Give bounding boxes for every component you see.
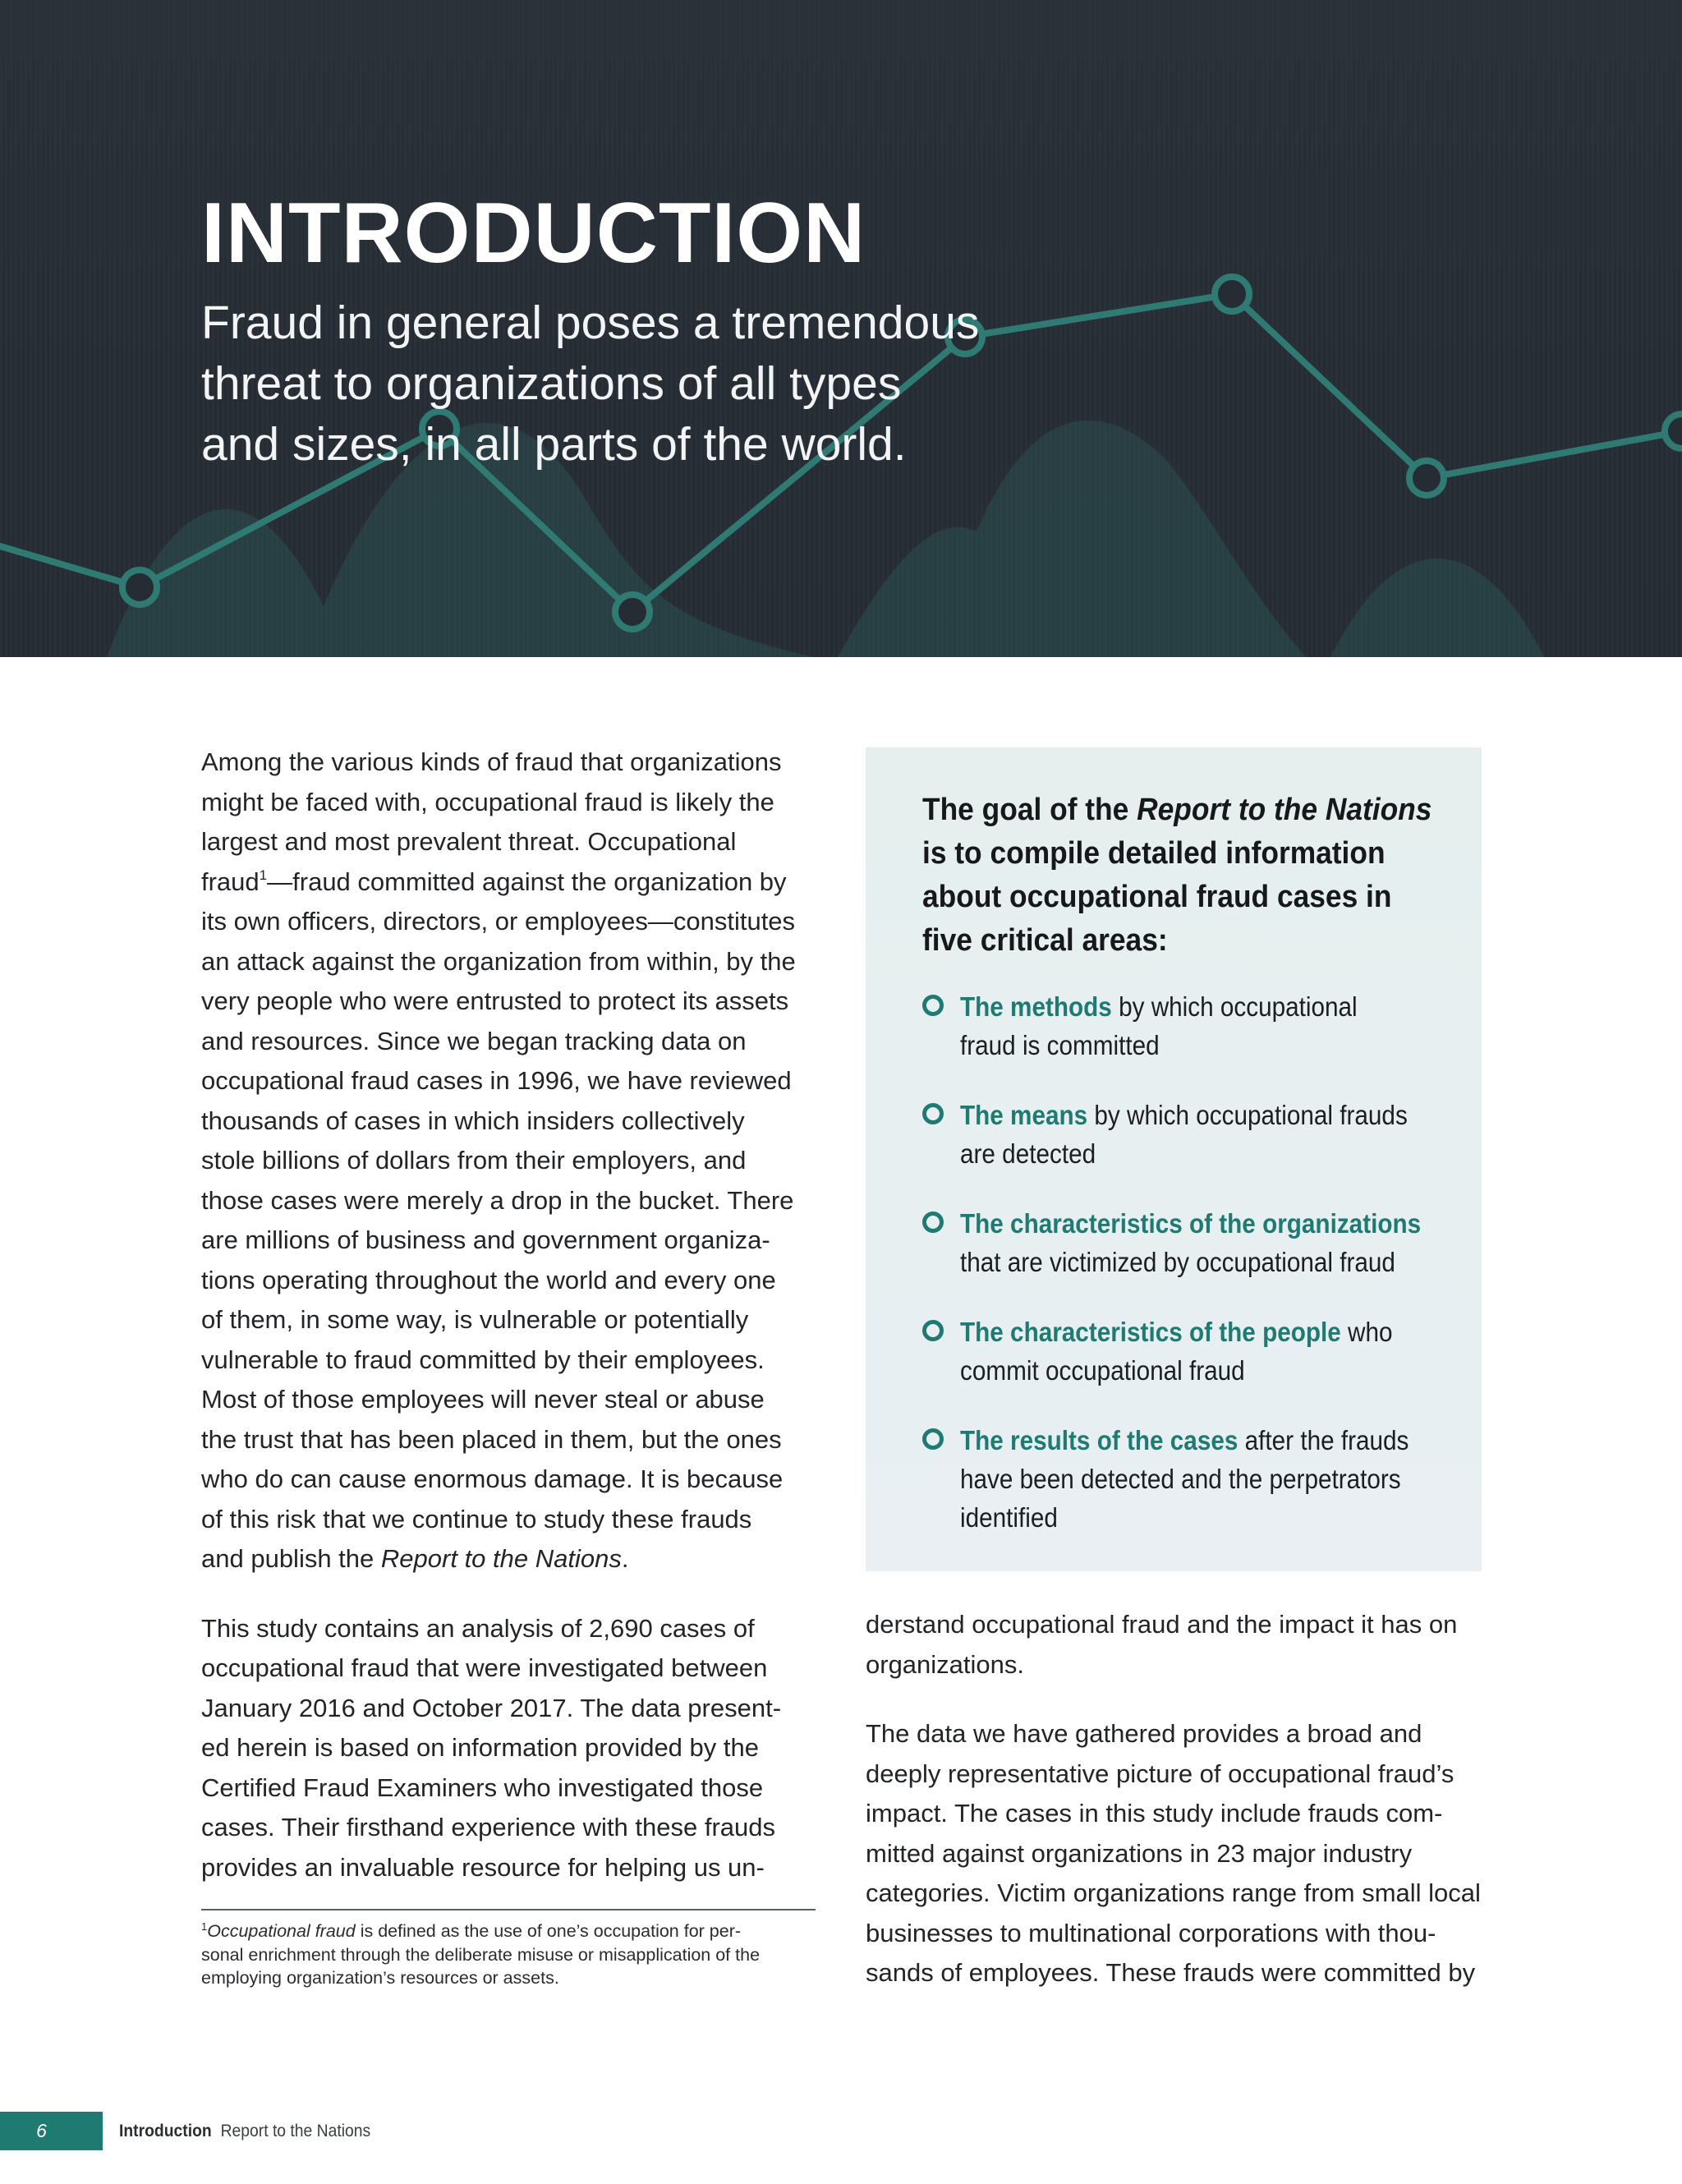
left-column bbox=[201, 743, 817, 1887]
heading-fragment: The goal of the bbox=[922, 793, 1137, 827]
footer-section: Introduction bbox=[119, 2122, 212, 2140]
text-line: an attack against the organization from within, by the bbox=[201, 946, 796, 976]
text-line: those cases were merely a drop in the bucket. There bbox=[201, 1185, 794, 1215]
list-item bbox=[922, 1421, 1464, 1533]
list-item bbox=[922, 1313, 1464, 1421]
report-title-italic: Report to the Nations bbox=[380, 1544, 622, 1573]
highlight-text: The characteristics of the people bbox=[960, 1317, 1341, 1347]
page-number-tab bbox=[0, 2112, 103, 2150]
intro-paragraph-2 bbox=[201, 1609, 817, 1888]
text-fragment: —fraud committed against the organization by bbox=[267, 867, 787, 896]
highlight-text: The characteristics of the organizations bbox=[960, 1208, 1422, 1239]
text-line: provides an invaluable resource for helping us un- bbox=[201, 1852, 765, 1882]
text-line: sands of employees. These frauds were committed by bbox=[866, 1958, 1476, 1987]
text-line: organizations. bbox=[866, 1649, 1025, 1679]
list-item-text bbox=[960, 987, 1477, 1064]
highlight-text: The methods bbox=[960, 991, 1112, 1022]
text-line: Most of those employees will never steal or abuse bbox=[201, 1385, 765, 1414]
text-line: have been detected and the perpetrators bbox=[960, 1464, 1401, 1494]
text-line: are detected bbox=[960, 1138, 1096, 1169]
circle-bullet-icon bbox=[922, 1320, 944, 1341]
text-line: might be faced with, occupational fraud is likely the bbox=[201, 787, 774, 816]
text-fragment: by which occupational frauds bbox=[1087, 1100, 1408, 1130]
data-overview-paragraph bbox=[866, 1714, 1482, 1993]
heading-line: five critical areas: bbox=[922, 923, 1168, 958]
text-line: cases. Their firsthand experience with these frauds bbox=[201, 1813, 776, 1841]
text-fragment: and publish the bbox=[201, 1544, 381, 1573]
header-banner bbox=[0, 0, 1682, 657]
highlight-text: The means bbox=[960, 1100, 1088, 1130]
list-item-text bbox=[960, 1096, 1477, 1173]
page-subtitle bbox=[201, 292, 1105, 475]
text-line: mitted against organizations in 23 major industry bbox=[866, 1838, 1413, 1868]
footnote-text: is defined as the use of one’s occupation for per- bbox=[355, 1921, 742, 1941]
text-line: impact. The cases in this study include frauds com- bbox=[866, 1799, 1443, 1828]
highlight-text: The results of the cases bbox=[960, 1425, 1239, 1455]
text-line bbox=[201, 862, 817, 903]
list-item bbox=[922, 987, 1464, 1096]
footnote-line bbox=[201, 1920, 816, 1943]
text-line: that are victimized by occupational fraud bbox=[960, 1247, 1395, 1277]
text-line: January 2016 and October 2017. The data present- bbox=[201, 1693, 782, 1722]
callout-box bbox=[866, 747, 1482, 1571]
text-line: occupational fraud that were investigated between bbox=[201, 1653, 768, 1682]
text-line: categories. Victim organizations range from small local bbox=[866, 1878, 1481, 1907]
text-line: This study contains an analysis of 2,690 cases of bbox=[201, 1613, 755, 1643]
running-footer bbox=[119, 2121, 370, 2142]
text-fragment: . bbox=[621, 1544, 629, 1573]
text-line: tions operating throughout the world and every one bbox=[201, 1265, 776, 1294]
list-item bbox=[922, 1204, 1464, 1313]
text-line: The data we have gathered provides a broad and bbox=[866, 1719, 1422, 1748]
footer-publication: Report to the Nations bbox=[220, 2122, 371, 2140]
text-line: vulnerable to fraud committed by their employees. bbox=[201, 1345, 765, 1374]
text-line: are millions of business and government organiza- bbox=[201, 1225, 770, 1254]
text-line: who do can cause enormous damage. It is because bbox=[201, 1464, 784, 1493]
text-line bbox=[960, 987, 1477, 1026]
critical-areas-list bbox=[922, 987, 1464, 1533]
right-column bbox=[866, 1605, 1482, 1993]
text-line: Certified Fraud Examiners who investigated those bbox=[201, 1772, 764, 1802]
text-line bbox=[960, 1421, 1477, 1460]
list-item-text bbox=[960, 1313, 1477, 1390]
text-line: very people who were entrusted to protect its assets bbox=[201, 986, 789, 1015]
page-number: 6 bbox=[36, 2120, 47, 2141]
footnote bbox=[201, 1909, 816, 1990]
text-line: ed herein is based on information provided by the bbox=[201, 1733, 759, 1762]
text-line: of this risk that we continue to study these frauds bbox=[201, 1504, 752, 1533]
circle-bullet-icon bbox=[922, 1428, 944, 1450]
text-line: of them, in some way, is vulnerable or potentially bbox=[201, 1305, 749, 1334]
heading-line bbox=[922, 789, 1432, 832]
text-line bbox=[201, 1539, 817, 1579]
footnote-term: Occupational fraud bbox=[207, 1921, 356, 1941]
circle-bullet-icon bbox=[922, 1212, 944, 1233]
list-item-text bbox=[960, 1421, 1477, 1537]
subtitle-line: Fraud in general poses a tremendous bbox=[201, 297, 980, 349]
text-line: its own officers, directors, or employees—constitutes bbox=[201, 907, 796, 936]
circle-bullet-icon bbox=[922, 995, 944, 1016]
list-item-text bbox=[960, 1204, 1477, 1281]
text-line: identified bbox=[960, 1502, 1058, 1533]
text-line: occupational fraud cases in 1996, we have reviewed bbox=[201, 1066, 792, 1095]
text-line: and resources. Since we began tracking data on bbox=[201, 1026, 747, 1055]
footnote-line: employing organization’s resources or assets. bbox=[201, 1968, 559, 1988]
subtitle-line: and sizes, in all parts of the world. bbox=[201, 418, 907, 471]
text-line bbox=[960, 1096, 1477, 1134]
text-line: derstand occupational fraud and the impact it has on bbox=[866, 1610, 1458, 1639]
heading-line: is to compile detailed information bbox=[922, 836, 1386, 871]
text-line bbox=[960, 1313, 1477, 1351]
text-fragment: fraud bbox=[201, 867, 260, 896]
heading-line: about occupational fraud cases in bbox=[922, 880, 1392, 914]
text-line: fraud is committed bbox=[960, 1030, 1160, 1060]
text-line: deeply representative picture of occupational fraud’s bbox=[866, 1759, 1455, 1788]
report-title-italic: Report to the Nations bbox=[1137, 793, 1432, 827]
text-line: stole billions of dollars from their employers, and bbox=[201, 1146, 747, 1175]
circle-bullet-icon bbox=[922, 1103, 944, 1124]
footnote-number: 1 bbox=[201, 1920, 208, 1933]
text-fragment: after the frauds bbox=[1238, 1425, 1409, 1455]
text-line: largest and most prevalent threat. Occupational bbox=[201, 827, 737, 856]
list-item bbox=[922, 1096, 1464, 1204]
intro-paragraph-1 bbox=[201, 743, 817, 1579]
continued-paragraph bbox=[866, 1605, 1482, 1685]
text-line: commit occupational fraud bbox=[960, 1355, 1245, 1386]
page-title: INTRODUCTION bbox=[201, 186, 866, 281]
callout-heading bbox=[922, 789, 1432, 963]
text-line bbox=[960, 1204, 1477, 1243]
text-line: Among the various kinds of fraud that organizations bbox=[201, 747, 782, 776]
text-fragment: by which occupational bbox=[1111, 991, 1358, 1022]
text-line: the trust that has been placed in them, but the ones bbox=[201, 1424, 782, 1454]
subtitle-line: threat to organizations of all types bbox=[201, 357, 902, 410]
footnote-line: sonal enrichment through the deliberate misuse or misapplication of the bbox=[201, 1944, 761, 1965]
text-fragment: who bbox=[1340, 1317, 1393, 1347]
footnote-marker: 1 bbox=[259, 867, 268, 883]
text-line: businesses to multinational corporations with thou- bbox=[866, 1918, 1436, 1947]
text-line: thousands of cases in which insiders collectively bbox=[201, 1106, 745, 1135]
